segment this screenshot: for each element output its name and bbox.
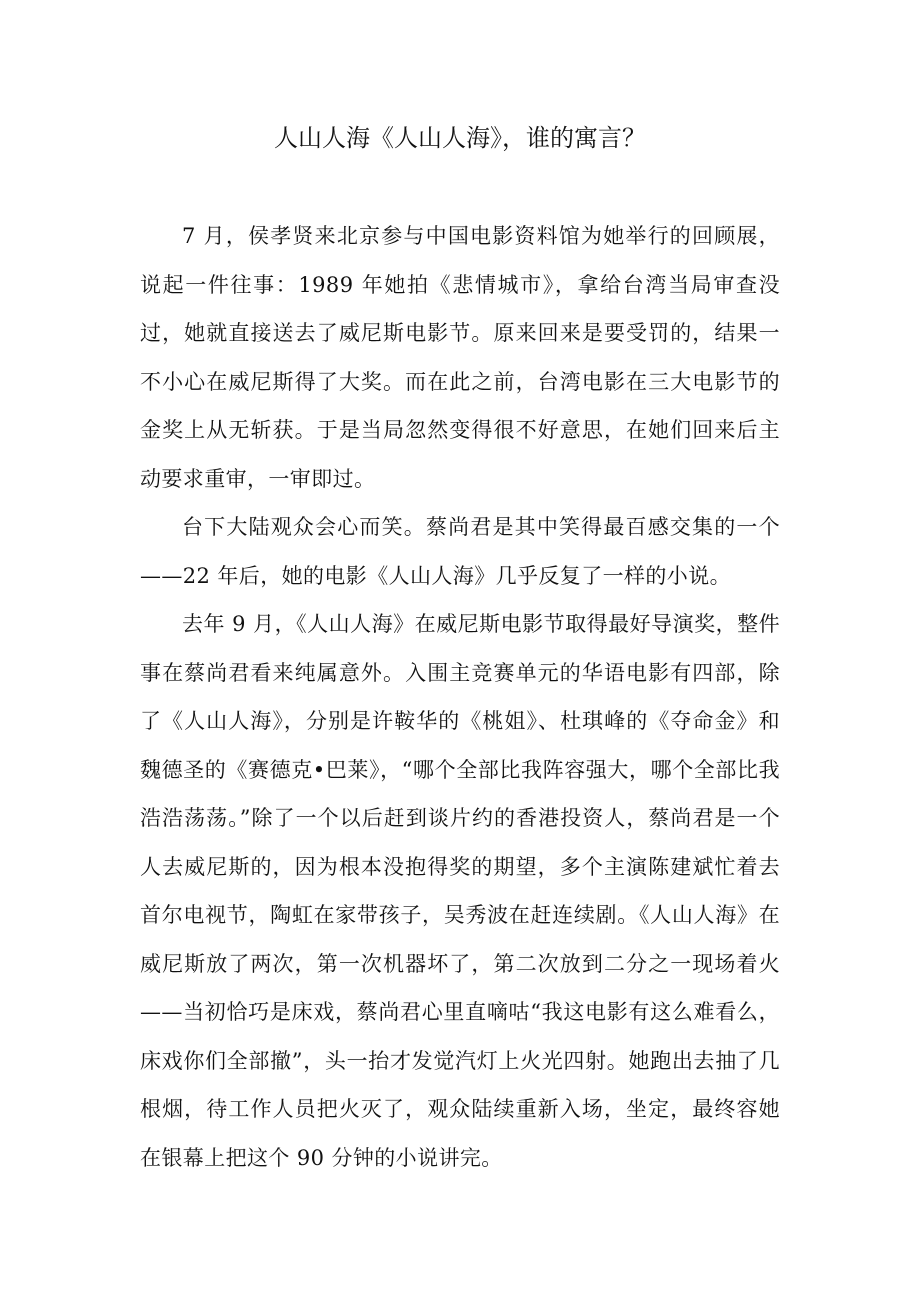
paragraph-3: 去年 9 月，《人山人海》在威尼斯电影节取得最好导演奖，整件事在蔡尚君看来纯属意外。入围主竞赛单元的华语电影有四部，除了《人山人海》，分别是许鞍华的《桃姐》、杜琪峰的《夺命金》和魏德圣的《赛德克•巴莱》，“哪个全部比我阵容强大，哪个全部比我浩浩荡荡。”除了一个以后赶到谈片约的香港投资人，蔡尚君是一个人去威尼斯的，因为根本没抱得奖的期望，多个主演陈建斌忙着去首尔电视节，陶虹在家带孩子，吴秀波在赶连续剧。《人山人海》在威尼斯放了两次，第一次机器坏了，第二次放到二分之一现场着火——当初恰巧是床戏，蔡尚君心里直嘀咕“我这电影有这么难看么，床戏你们全部撤”，头一抬才发觉汽灯上火光四射。她跑出去抽了几根烟，待工作人员把火灭了，观众陆续重新入场，坐定，最终容她在银幕上把这个 90 分钟的小说讲完。	[140, 612, 780, 1170]
article-title: 人山人海《人山人海》，谁的寓言？	[274, 124, 646, 152]
paragraph-2: 台下大陆观众会心而笑。蔡尚君是其中笑得最百感交集的一个——22 年后，她的电影《人山人海》几乎反复了一样的小说。	[140, 515, 780, 588]
paragraph-1: 7 月，侯孝贤来北京参与中国电影资料馆为她举行的回顾展，说起一件往事：1989 年她拍《悲情城市》，拿给台湾当局审查没过，她就直接送去了威尼斯电影节。原来回来是要受罚的，结果一不小心在威尼斯得了大奖。而在此之前，台湾电影在三大电影节的金奖上从无斩获。于是当局忽然变得很不好意思，在她们回来后主动要求重审，一审即过。	[140, 224, 780, 491]
article-body	[140, 212, 780, 1182]
